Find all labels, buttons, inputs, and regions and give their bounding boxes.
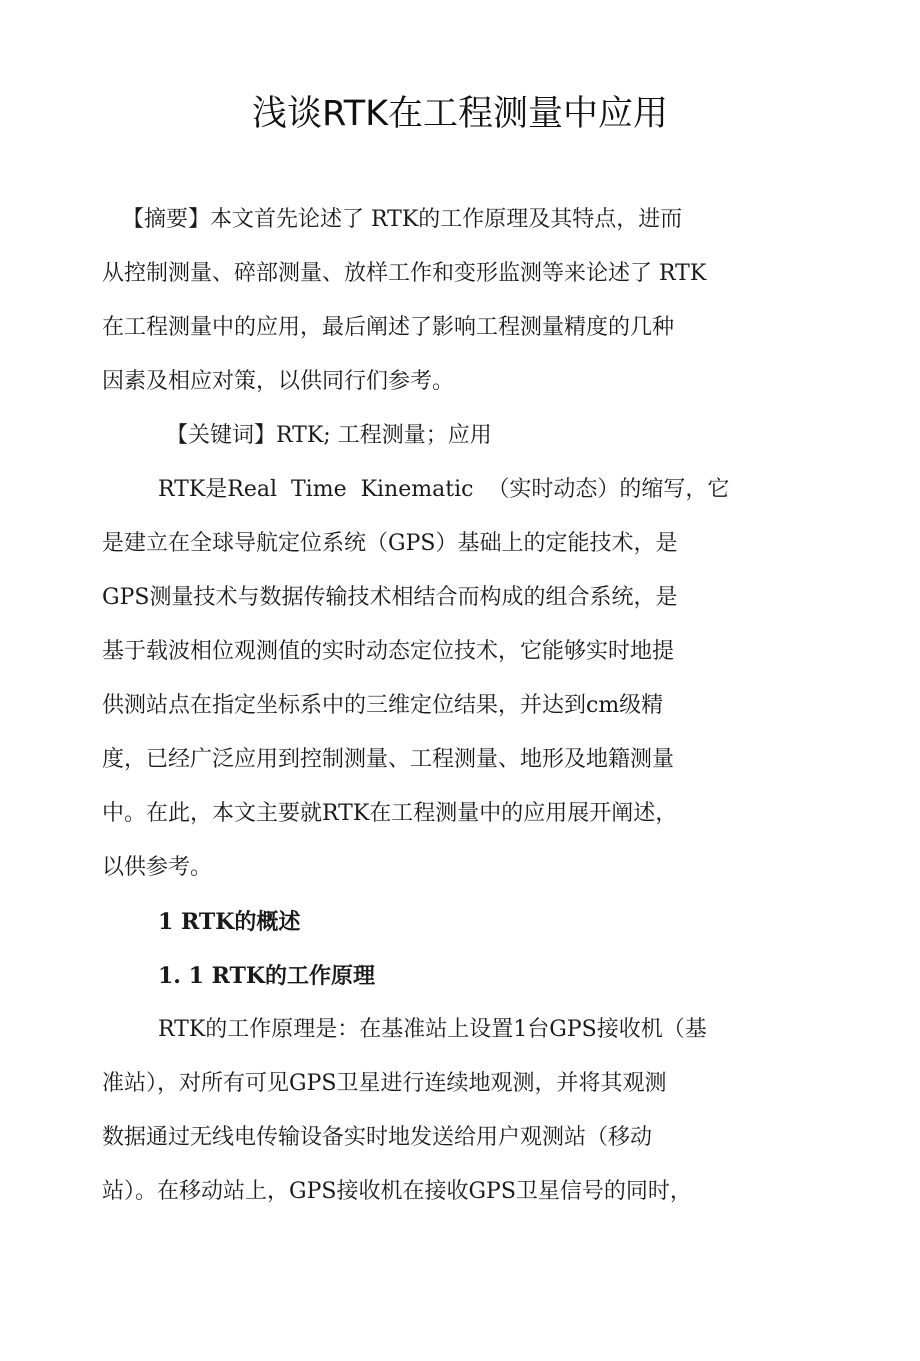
subsection-heading: 1. 1 RTK的工作原理: [158, 963, 375, 989]
intro-line: 以供参考。: [102, 855, 213, 880]
keywords-line: 【关键词】RTK; 工程测量；应用: [166, 423, 492, 448]
section-heading: 1 RTK的概述: [158, 909, 301, 935]
abstract-line: 在工程测量中的应用，最后阐述了影响工程测量精度的几种: [102, 315, 675, 340]
intro-line: 中。在此，本文主要就RTK在工程测量中的应用展开阐述，: [102, 801, 678, 826]
intro-line: 基于载波相位观测值的实时动态定位技术，它能够实时地提: [102, 639, 675, 664]
intro-line: 度，已经广泛应用到控制测量、工程测量、地形及地籍测量: [102, 747, 675, 772]
abstract-line: 从控制测量、碎部测量、放样工作和变形监测等来论述了 RTK: [102, 261, 707, 286]
abstract-line: 【摘要】本文首先论述了 RTK的工作原理及其特点，进而: [122, 207, 683, 232]
intro-line: RTK是Real Time Kinematic （实时动态）的缩写，它: [158, 477, 730, 502]
document-title: 浅谈RTK在工程测量中应用: [251, 94, 669, 134]
principle-line: RTK的工作原理是：在基准站上设置1台GPS接收机（基: [158, 1017, 707, 1042]
principle-line: 数据通过无线电传输设备实时地发送给用户观测站（移动: [102, 1125, 653, 1150]
principle-line: 站）。在移动站上，GPS接收机在接收GPS卫星信号的同时，: [102, 1179, 692, 1204]
intro-line: 供测站点在指定坐标系中的三维定位结果，并达到cm级精: [102, 693, 664, 718]
abstract-line: 因素及相应对策，以供同行们参考。: [102, 369, 455, 394]
principle-line: 准站），对所有可见GPS卫星进行连续地观测，并将其观测: [102, 1071, 667, 1096]
intro-line: GPS测量技术与数据传输技术相结合而构成的组合系统，是: [102, 585, 678, 610]
intro-line: 是建立在全球导航定位系统（GPS）基础上的定能技术，是: [102, 531, 678, 556]
